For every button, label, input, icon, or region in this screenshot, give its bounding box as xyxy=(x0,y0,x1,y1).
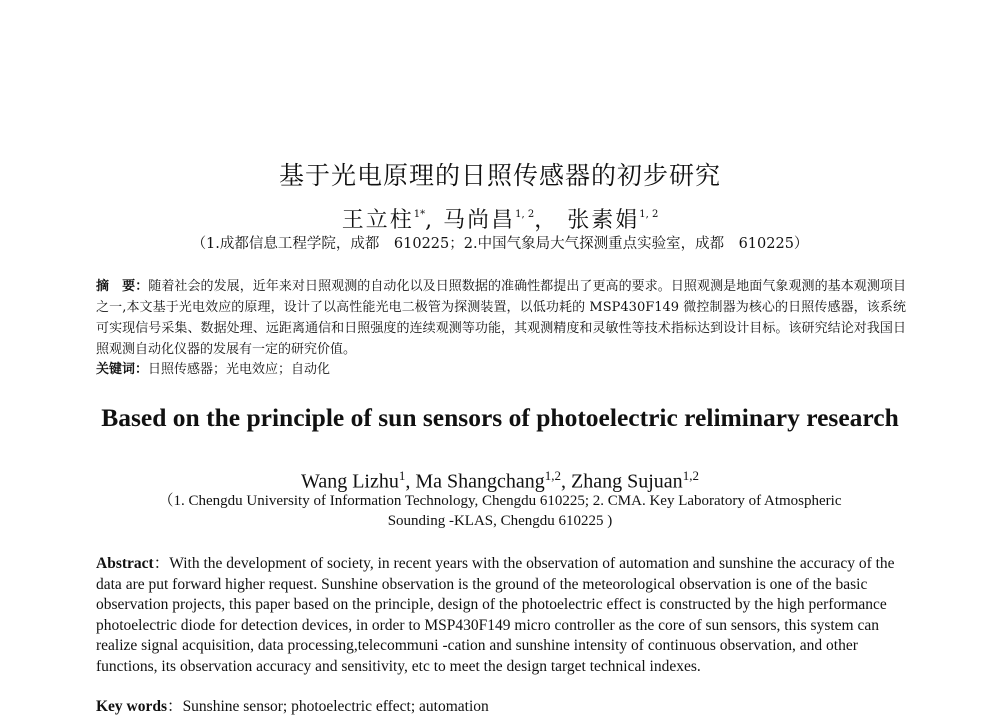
author-affiliation-mark: 1,2 xyxy=(544,468,562,483)
author-name: 马尚昌 xyxy=(443,208,516,233)
author-separator: ， xyxy=(534,208,559,233)
chinese-abstract xyxy=(96,276,906,360)
author-affiliation-mark: 1, 2 xyxy=(639,209,659,220)
author-name: Zhang Sujuan xyxy=(571,470,683,493)
chinese-abstract-label: 摘 要： xyxy=(96,279,149,294)
english-title: Based on the principle of sun sensors of photoelectric reliminary research xyxy=(101,403,899,432)
english-abstract-label: Abstract xyxy=(96,555,154,572)
chinese-affiliation: （1.成都信息工程学院，成都 610225；2.中国气象局大气探测重点实验室，成都 610225） xyxy=(191,236,809,252)
author-affiliation-mark: 1,2 xyxy=(682,468,699,483)
chinese-title: 基于光电原理的日照传感器的初步研究 xyxy=(278,161,721,190)
author-separator: , xyxy=(561,470,572,493)
english-keywords-text: Sunshine sensor; photoelectric effect; automation xyxy=(182,698,489,715)
english-keywords-label: Key words xyxy=(96,698,168,715)
author-name: Ma Shangchang xyxy=(415,470,545,493)
english-keywords xyxy=(96,697,910,717)
chinese-keywords-label: 关键词： xyxy=(96,362,149,377)
english-keywords-colon: ： xyxy=(167,698,183,715)
chinese-authors xyxy=(0,200,1000,236)
chinese-keywords xyxy=(96,360,906,380)
english-authors xyxy=(0,463,1000,495)
author-affiliation-mark: 1* xyxy=(413,209,426,220)
author-affiliation-mark: 1 xyxy=(398,468,406,483)
english-abstract-colon: ： xyxy=(153,555,170,572)
author-separator: , xyxy=(425,208,435,233)
english-abstract xyxy=(96,554,910,677)
author-separator: , xyxy=(405,470,416,493)
author-name: 张素娟 xyxy=(567,208,640,233)
english-abstract-text: With the development of society, in recent years with the observation of automation and sunshine the accuracy of the data are put forward higher request. Sunshine observation is the ground of the meteorological observation is one of the basic observation projects, this paper based on the principle, design of the photoelectric effect is constructed by the high performance photoelectric diode for detection devices, in order to MSP430F149 micro controller as the core of sun sensors, this system can realize signal acquisition, data processing,telecommuni -cation and sunshine intensity of continuous observation, and other functions, its observation accuracy and sensitivity, etc to meet the design target technical indexes. xyxy=(96,555,895,675)
chinese-abstract-text: 随着社会的发展，近年来对日照观测的自动化以及日照数据的准确性都提出了更高的要求。日照观测是地面气象观测的基本观测项目之一,本文基于光电效应的原理，设计了以高性能光电二极管为探测装置，以低功耗的 MSP430F149 微控制器为核心的日照传感器，该系统可实现信号采集、数据处理、远距离通信和日照强度的连续观测等功能，其观测精度和灵敏性等技术指标达到设计目标。该研究结论对我国日照观测自动化仪器的发展有一定的研究价值。 xyxy=(96,279,906,357)
author-name: Wang Lizhu xyxy=(301,470,399,493)
english-affiliation: （1. Chengdu University of Information Technology, Chengdu 610225; 2. CMA. Key Laboratory of Atmospheric Sounding -KLAS, Chengdu 610225 ) xyxy=(158,493,842,529)
author-affiliation-mark: 1, 2 xyxy=(515,209,535,220)
author-name: 王立柱 xyxy=(341,208,414,233)
chinese-keywords-text: 日照传感器；光电效应；自动化 xyxy=(148,362,331,377)
